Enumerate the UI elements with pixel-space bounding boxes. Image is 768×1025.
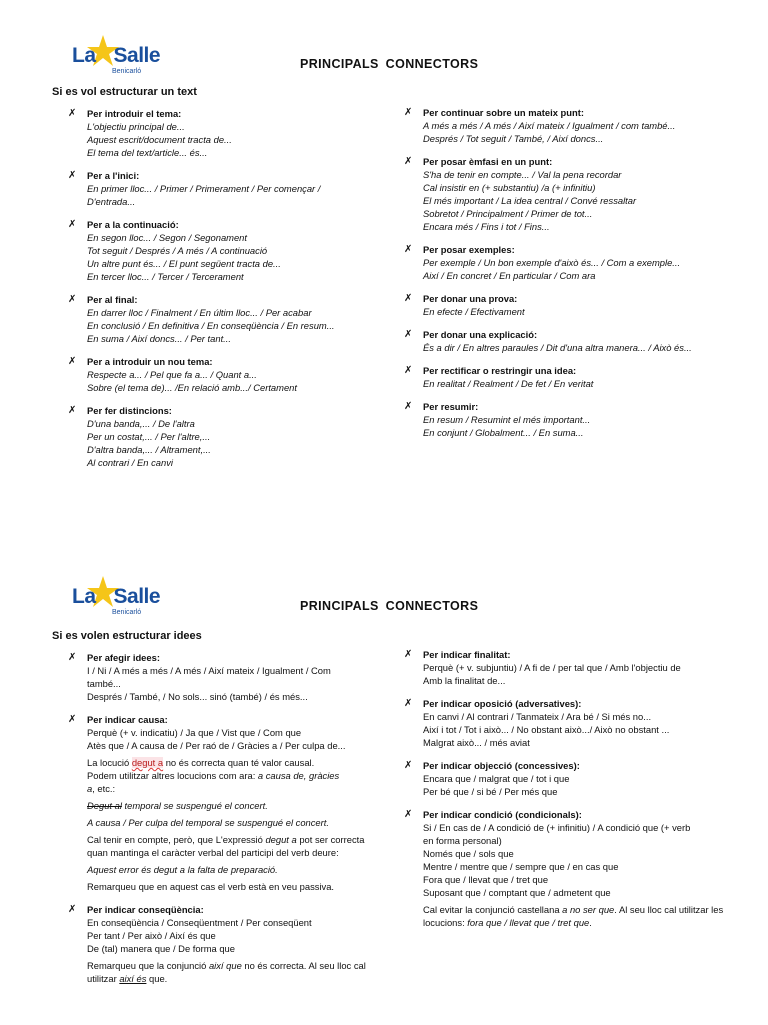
cross-bullet-icon: ✗: [68, 714, 77, 725]
connector-line: Perquè (+ v. subjuntiu) / A fi de / per tal que / Amb l'objectiu de: [423, 662, 681, 673]
cross-bullet-icon: ✗: [404, 293, 413, 304]
connector-line: Així i tot / Tot i això... / No obstant això.../ Això no obstant ...: [423, 724, 670, 735]
connector-section: [404, 292, 734, 318]
connector-line: L'objectiu principal de...: [87, 121, 185, 132]
connector-line: Sobre (el tema de)... /En relació amb.../ Certament: [87, 382, 297, 393]
connector-line: Només que / sols que: [423, 848, 514, 859]
cross-bullet-icon: ✗: [404, 809, 413, 820]
cross-bullet-icon: ✗: [68, 356, 77, 367]
cross-bullet-icon: ✗: [68, 170, 77, 181]
section-heading: Per a introduir un nou tema:: [87, 356, 213, 367]
section-heading: Per continuar sobre un mateix punt:: [423, 107, 584, 118]
logo-subtitle: Benicarló: [112, 68, 142, 75]
connector-section: [68, 107, 368, 159]
connector-line: El més important / La idea central / Convé ressaltar: [423, 195, 637, 206]
section-condicio: [404, 808, 734, 929]
section-heading: Per indicar finalitat:: [423, 649, 511, 660]
connector-line: també...: [87, 678, 121, 689]
connector-line: En canvi / Al contrari / Tanmateix / Ara bé / Si més no...: [423, 711, 652, 722]
section-heading: Per a l'inici:: [87, 170, 140, 181]
connector-line: Cal insistir en (+ substantiu) /a (+ infinitiu): [423, 182, 596, 193]
logo-subtitle: Benicarló: [112, 609, 142, 616]
logo-text-la: La: [72, 585, 96, 608]
connector-line: Aquest escrit/document tracta de...: [87, 134, 232, 145]
note-paragraph: La locució degut a no és correcta quan té valor causal. Podem utilitzar altres locucions com ara: a causa de, gràcies a, etc.:: [87, 757, 340, 794]
cross-bullet-icon: ✗: [404, 156, 413, 167]
connector-section: [404, 155, 734, 233]
connector-line: En conjunt / Globalment... / En suma...: [423, 427, 584, 438]
connector-line: Per un costat,... / Per l'altre,...: [87, 431, 211, 442]
section-heading: Per fer distincions:: [87, 405, 172, 416]
section-heading: Per resumir:: [423, 401, 479, 412]
connector-line: Encara que / malgrat que / tot i que: [423, 773, 570, 784]
example-sentence: Aquest error és degut a la falta de preparació.: [87, 864, 278, 875]
cross-bullet-icon: ✗: [68, 652, 77, 663]
section-heading: Per posar èmfasi en un punt:: [423, 156, 553, 167]
connector-section: [404, 328, 734, 354]
cross-bullet-icon: ✗: [404, 760, 413, 771]
la-salle-logo: [70, 575, 161, 619]
cross-bullet-icon: ✗: [404, 107, 413, 118]
section-intro: Si es volen estructurar idees: [52, 630, 202, 642]
connector-line: Després / Tot seguit / També, / Així doncs...: [423, 133, 604, 144]
section-heading: Per a la continuació:: [87, 219, 179, 230]
cross-bullet-icon: ✗: [404, 401, 413, 412]
connector-line: Si / En cas de / A condició de (+ infinitiu) / A condició que (+ verb: [423, 822, 691, 833]
connector-line: I / Ni / A més a més / A més / Així mateix / Igualment / Com: [87, 665, 331, 676]
connector-section: [404, 759, 734, 798]
right-column: [404, 106, 734, 449]
connector-line: Atès que / A causa de / Per raó de / Gràcies a / Per culpa de...: [87, 740, 346, 751]
connector-line: Sobretot / Principalment / Primer de tot...: [423, 208, 593, 219]
section-afegir: [68, 651, 368, 703]
connector-line: D'entrada...: [87, 196, 136, 207]
connector-line: Perquè (+ v. indicatiu) / Ja que / Vist que / Com que: [87, 727, 302, 738]
section-heading: Per indicar oposició (adversatives):: [423, 698, 582, 709]
connector-section: [404, 400, 734, 439]
section-causa: [68, 713, 368, 893]
connector-line: Un altre punt és... / El punt següent tracta de...: [87, 258, 281, 269]
cross-bullet-icon: ✗: [68, 904, 77, 915]
connector-line: S'ha de tenir en compte... / Val la pena recordar: [423, 169, 622, 180]
connector-line: Respecte a... / Pel que fa a... / Quant a...: [87, 369, 257, 380]
cross-bullet-icon: ✗: [404, 698, 413, 709]
section-heading: Per indicar condició (condicionals):: [423, 809, 582, 820]
section-heading: Per indicar objecció (concessives):: [423, 760, 580, 771]
connector-line: Encara més / Fins i tot / Fins...: [423, 221, 550, 232]
connector-line: En segon lloc... / Segon / Segonament: [87, 232, 248, 243]
cross-bullet-icon: ✗: [68, 219, 77, 230]
connector-line: En primer lloc... / Primer / Primerament / Per començar /: [87, 183, 321, 194]
logo-text-salle: Salle: [113, 44, 161, 67]
connector-line: En realitat / Realment / De fet / En veritat: [423, 378, 594, 389]
example-sentence: A causa / Per culpa del temporal se suspengué el concert.: [87, 817, 329, 828]
section-heading: Per indicar conseqüència:: [87, 904, 204, 915]
right-column: [404, 648, 734, 939]
connector-line: El tema del text/article... és...: [87, 147, 208, 158]
connector-line: Malgrat això... / més aviat: [423, 737, 530, 748]
connector-line: D'una banda,... / De l'altra: [87, 418, 195, 429]
connector-line: En darrer lloc / Finalment / En últim lloc... / Per acabar: [87, 307, 312, 318]
connector-section: [404, 697, 734, 749]
connector-line: Després / També, / No sols... sinó (també) / és més...: [87, 691, 308, 702]
connector-section: [68, 293, 368, 345]
connector-line: Tot seguit / Després / A més / A continuació: [87, 245, 268, 256]
note-paragraph: Remarqueu que en aquest cas el verb està en veu passiva.: [87, 881, 335, 892]
connector-line: D'altra banda,... / Altrament,...: [87, 444, 211, 455]
connector-line: Per exemple / Un bon exemple d'això és... / Com a exemple...: [423, 257, 681, 268]
connector-section: [68, 404, 368, 469]
connector-section: [404, 364, 734, 390]
connector-line: En conseqüència / Conseqüentment / Per conseqüent: [87, 917, 312, 928]
connector-section: [404, 243, 734, 282]
connector-line: Amb la finalitat de...: [423, 675, 506, 686]
connector-line: A més a més / A més / Així mateix / Igualment / com també...: [423, 120, 676, 131]
left-column: [68, 107, 368, 479]
page-2: [0, 540, 768, 1025]
connector-line: Per tant / Per això / Així és que: [87, 930, 216, 941]
section-heading: Per rectificar o restringir una idea:: [423, 365, 577, 376]
connector-line: Fora que / llevat que / tret que: [423, 874, 549, 885]
cross-bullet-icon: ✗: [404, 329, 413, 340]
left-column: [68, 651, 368, 995]
connector-line: En resum / Resumint el més important...: [423, 414, 591, 425]
section-heading: Per posar exemples:: [423, 244, 515, 255]
section-heading: Per donar una prova:: [423, 293, 518, 304]
flagged-term: degut a: [131, 757, 164, 768]
connector-line: En suma / Així doncs... / Per tant...: [87, 333, 231, 344]
connector-section: [404, 106, 734, 145]
cross-bullet-icon: ✗: [404, 365, 413, 376]
connector-line: És a dir / En altres paraules / Dit d'una altra manera... / Això és...: [423, 342, 692, 353]
logo-text-salle: Salle: [113, 585, 161, 608]
connector-line: De (tal) manera que / De forma que: [87, 943, 235, 954]
cross-bullet-icon: ✗: [404, 244, 413, 255]
connector-line: Al contrari / En canvi: [87, 457, 173, 468]
cross-bullet-icon: ✗: [68, 294, 77, 305]
section-heading: Per al final:: [87, 294, 138, 305]
connector-line: Així / En concret / En particular / Com ara: [423, 270, 596, 281]
cross-bullet-icon: ✗: [404, 649, 413, 660]
note-paragraph: Cal evitar la conjunció castellana a no ser que. Al seu lloc cal utilitzar les locucions: fora que / llevat que / tret que.: [423, 904, 724, 928]
section-heading: Per introduir el tema:: [87, 108, 182, 119]
note-paragraph: Remarqueu que la conjunció així que no és correcta. Al seu lloc cal utilitzar així és que.: [87, 960, 366, 984]
section-heading: Per afegir idees:: [87, 652, 160, 663]
la-salle-logo: [70, 34, 161, 78]
connector-section: [68, 169, 368, 208]
connector-line: En tercer lloc... / Tercer / Tercerament: [87, 271, 244, 282]
connector-section: [68, 218, 368, 283]
note-paragraph: Cal tenir en compte, però, que L'expressió degut a pot ser correcta quan mantinga el caràcter verbal del participi del verb deure:: [87, 834, 365, 858]
section-heading: Per indicar causa:: [87, 714, 168, 725]
page-title: PRINCIPALS CONNECTORS: [300, 599, 479, 613]
section-intro: Si es vol estructurar un text: [52, 86, 197, 98]
connector-section: [68, 355, 368, 394]
connector-line: Suposant que / comptant que / admetent que: [423, 887, 611, 898]
connector-line: En conclusió / En definitiva / En conseqüència / En resum...: [87, 320, 335, 331]
connector-line: Mentre / mentre que / sempre que / en cas que: [423, 861, 619, 872]
section-consequencia: [68, 903, 368, 985]
connector-line: Per bé que / si bé / Per més que: [423, 786, 558, 797]
logo-text-la: La: [72, 44, 96, 67]
example-sentence: Degut al temporal se suspengué el concert.: [87, 800, 268, 811]
cross-bullet-icon: ✗: [68, 108, 77, 119]
connector-section: [404, 648, 734, 687]
page-title: PRINCIPALS CONNECTORS: [300, 57, 479, 71]
connector-line: en forma personal): [423, 835, 502, 846]
cross-bullet-icon: ✗: [68, 405, 77, 416]
connector-line: En efecte / Efectivament: [423, 306, 525, 317]
section-heading: Per donar una explicació:: [423, 329, 538, 340]
